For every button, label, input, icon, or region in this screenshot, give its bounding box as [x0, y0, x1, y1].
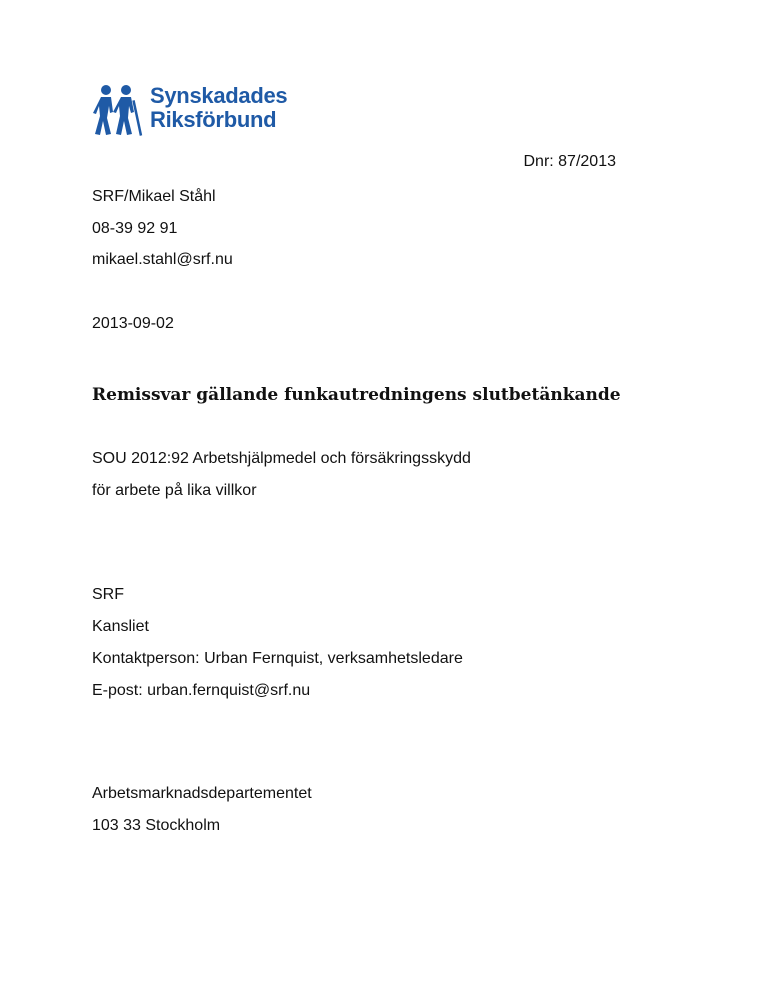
logo-line-1: Synskadades: [150, 83, 288, 108]
subject-line-1: SOU 2012:92 Arbetshjälpmedel och försäkringsskydd: [92, 450, 471, 467]
org-contact: Kontaktperson: Urban Fernquist, verksamhetsledare: [92, 650, 463, 667]
organization-logo: [92, 84, 292, 136]
org-name: SRF: [92, 586, 124, 603]
sender-email: mikael.stahl@srf.nu: [92, 251, 233, 268]
org-email: E-post: urban.fernquist@srf.nu: [92, 682, 311, 699]
logo-line-2: Riksförbund: [150, 107, 277, 132]
sender-name: SRF/Mikael Ståhl: [92, 188, 216, 205]
sender-phone: 08-39 92 91: [92, 220, 178, 237]
reference-number: Dnr: 87/2013: [523, 153, 616, 170]
subject-line-2: för arbete på lika villkor: [92, 482, 257, 499]
document-date: 2013-09-02: [92, 315, 174, 332]
logo-wordmark: [150, 84, 287, 132]
recipient-name: Arbetsmarknadsdepartementet: [92, 785, 312, 802]
org-department: Kansliet: [92, 618, 149, 635]
recipient-address: 103 33 Stockholm: [92, 817, 221, 834]
document-heading: Remissvar gällande funkautredningens slutbetänkande: [92, 385, 621, 405]
walking-figures-icon: [92, 84, 148, 136]
